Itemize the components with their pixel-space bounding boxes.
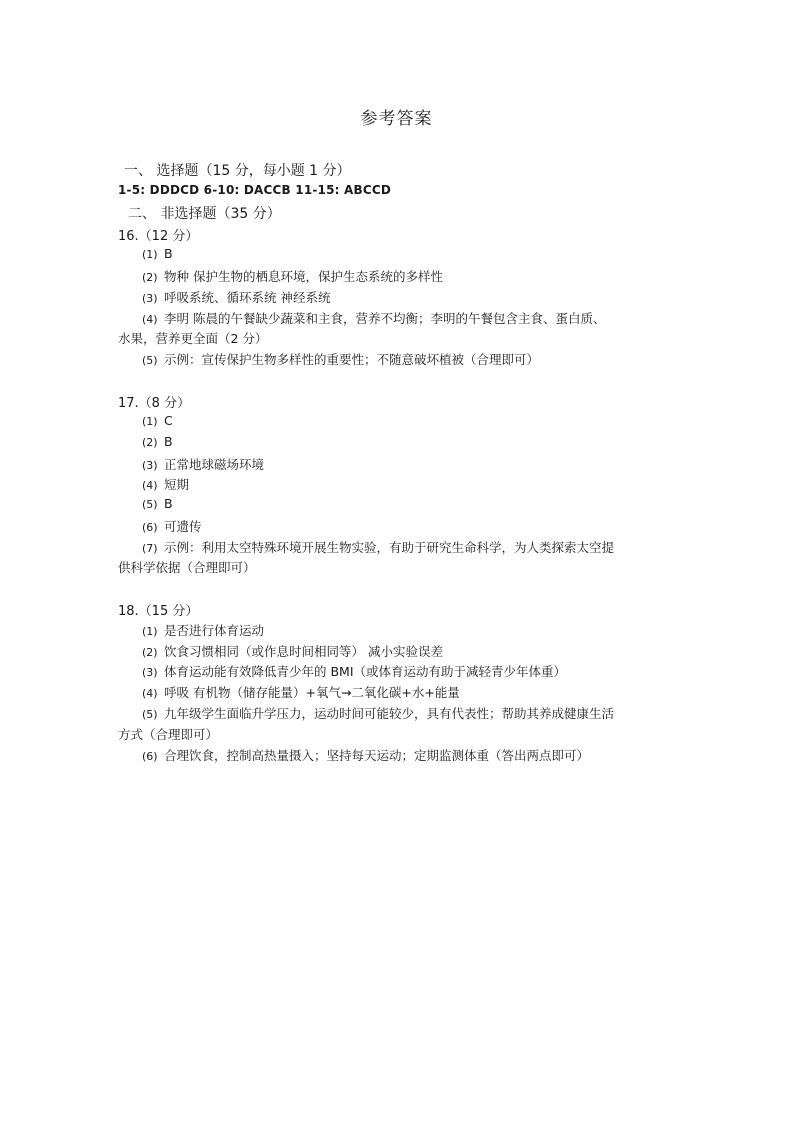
item-number: (4) xyxy=(142,687,158,700)
q18-item-1 xyxy=(142,621,264,639)
item-answer: 呼吸系统、循环系统 神经系统 xyxy=(164,290,331,305)
q17-item-4 xyxy=(142,475,189,493)
item-answer: 李明 陈晨的午餐缺少蔬菜和主食，营养不均衡；李明的午餐包含主食、蛋白质、 xyxy=(164,311,606,326)
question-16-label: 16.（12 分） xyxy=(118,229,199,244)
page-title: 参考答案 xyxy=(360,109,433,129)
q17-item-3 xyxy=(142,455,264,473)
item-number: (3) xyxy=(142,666,158,679)
q16-item-4-continuation: 水果，营养更全面（2 分） xyxy=(118,331,268,346)
item-number: (7) xyxy=(142,542,158,555)
item-number: (3) xyxy=(142,292,158,305)
item-number: (5) xyxy=(142,354,158,367)
item-number: (4) xyxy=(142,479,158,492)
item-number: (2) xyxy=(142,271,158,284)
item-answer: 体育运动能有效降低青少年的 BMI（或体育运动有助于减轻青少年体重） xyxy=(164,664,567,679)
item-answer: 物种 保护生物的栖息环境，保护生态系统的多样性 xyxy=(164,269,443,284)
item-answer: 饮食习惯相同（或作息时间相同等） 减小实验误差 xyxy=(164,644,443,659)
item-number: (5) xyxy=(142,498,158,511)
item-answer: 示例：宣传保护生物多样性的重要性；不随意破坏植被（合理即可） xyxy=(164,352,540,367)
q16-item-5 xyxy=(142,350,539,368)
q16-item-3 xyxy=(142,288,330,306)
item-answer: 可遗传 xyxy=(164,519,202,534)
q16-item-1 xyxy=(142,246,173,261)
item-number: (1) xyxy=(142,248,158,261)
item-number: (4) xyxy=(142,313,158,326)
item-answer: C xyxy=(164,413,173,428)
item-number: (2) xyxy=(142,436,158,449)
q17-item-1 xyxy=(142,413,173,428)
item-answer: B xyxy=(164,246,173,261)
q17-item-6 xyxy=(142,517,202,535)
item-answer: 合理饮食，控制高热量摄入；坚持每天运动；定期监测体重（答出两点即可） xyxy=(164,748,590,763)
item-number: (6) xyxy=(142,521,158,534)
q18-item-6 xyxy=(142,746,589,764)
q18-item-5 xyxy=(142,704,614,722)
q16-item-4 xyxy=(142,309,605,327)
question-17-label: 17.（8 分） xyxy=(118,396,191,411)
section-1-heading: 一、 选择题（15 分，每小题 1 分） xyxy=(124,163,351,179)
item-answer: 正常地球磁场环境 xyxy=(164,457,265,472)
item-answer: B xyxy=(164,434,173,449)
q18-item-5-continuation: 方式（合理即可） xyxy=(118,727,219,742)
item-number: (3) xyxy=(142,459,158,472)
q16-item-2 xyxy=(142,267,443,285)
item-number: (1) xyxy=(142,625,158,638)
q17-item-5 xyxy=(142,496,173,511)
item-answer: 九年级学生面临升学压力，运动时间可能较少，具有代表性；帮助其养成健康生活 xyxy=(164,706,615,721)
item-number: (1) xyxy=(142,415,158,428)
item-number: (6) xyxy=(142,750,158,763)
item-number: (2) xyxy=(142,646,158,659)
q17-item-2 xyxy=(142,434,173,449)
item-answer: B xyxy=(164,496,173,511)
item-number: (5) xyxy=(142,708,158,721)
multiple-choice-answers: 1-5: DDDCD 6-10: DACCB 11-15: ABCCD xyxy=(118,183,392,197)
q18-item-3 xyxy=(142,662,566,680)
q17-item-7-continuation: 供科学依据（合理即可） xyxy=(118,560,256,575)
section-2-heading: 二、 非选择题（35 分） xyxy=(128,206,281,222)
item-answer: 示例：利用太空特殊环境开展生物实验，有助于研究生命科学，为人类探索太空提 xyxy=(164,540,615,555)
item-answer: 是否进行体育运动 xyxy=(164,623,265,638)
item-answer: 呼吸 有机物（储存能量）+氧气→二氧化碳+水+能量 xyxy=(164,685,460,700)
item-answer: 短期 xyxy=(164,477,190,492)
q17-item-7 xyxy=(142,538,614,556)
q18-item-4 xyxy=(142,683,460,701)
question-18-label: 18.（15 分） xyxy=(118,604,199,619)
q18-item-2 xyxy=(142,642,443,660)
